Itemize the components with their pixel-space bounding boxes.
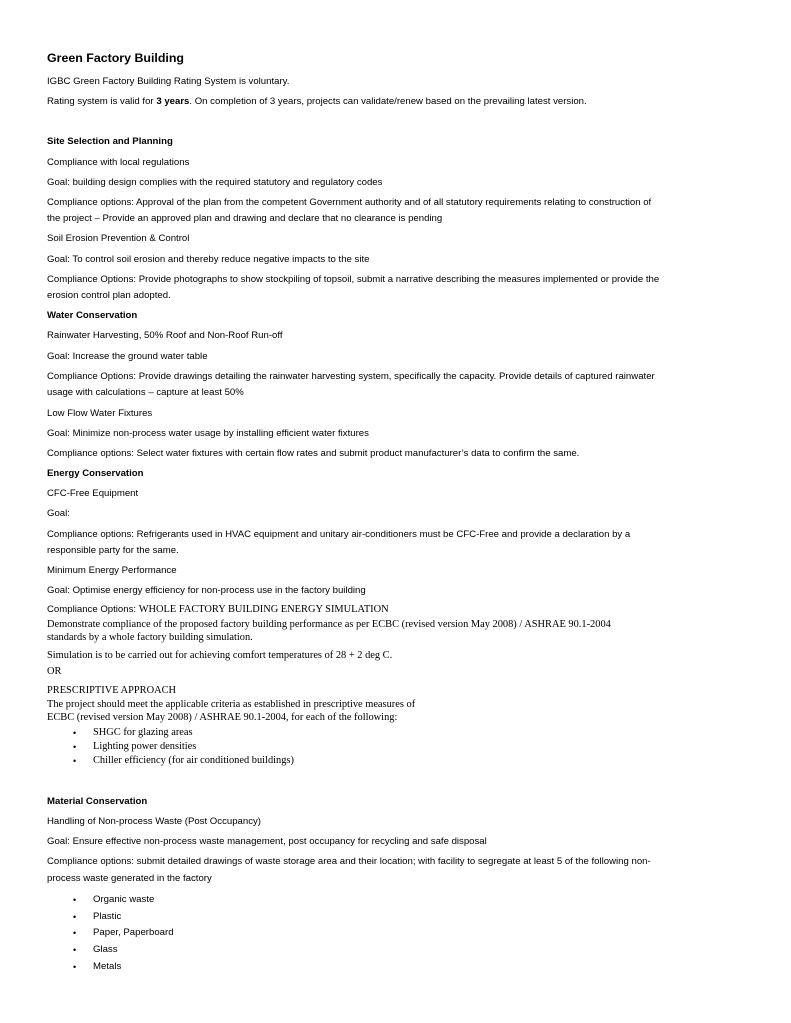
material-goal-1: Goal: Ensure effective non-process waste management, post occupancy for recycling and safe disposal: [47, 836, 487, 847]
energy-option-2: Compliance Options: WHOLE FACTORY BUILDING ENERGY SIMULATION: [47, 604, 389, 615]
site-option-1b: the project – Provide an approved plan and drawing and declare that no clearance is pending: [47, 213, 443, 224]
energy-credit-2: Minimum Energy Performance: [47, 565, 177, 576]
water-goal-2: Goal: Minimize non-process water usage by installing efficient water fixtures: [47, 428, 369, 439]
site-goal-2: Goal: To control soil erosion and thereby reduce negative impacts to the site: [47, 254, 370, 265]
energy-credit-1: CFC-Free Equipment: [47, 488, 139, 499]
list-item: Glass: [93, 944, 118, 955]
water-option-1a: Compliance Options: Provide drawings detailing the rainwater harvesting system, specifically the capacity. Provide details of captured rainwater: [47, 371, 655, 382]
bullet-icon: •: [73, 742, 77, 752]
water-credit-1: Rainwater Harvesting, 50% Roof and Non-Roof Run-off: [47, 330, 283, 341]
bullet-icon: •: [73, 895, 77, 905]
bullet-icon: •: [73, 728, 77, 738]
list-item: Lighting power densities: [93, 741, 197, 752]
site-option-2a: Compliance Options: Provide photographs to show stockpiling of topsoil, submit a narrative describing the measures implemented or provide the: [47, 274, 660, 285]
material-credit-1: Handling of Non-process Waste (Post Occupancy): [47, 816, 261, 827]
material-option-1a: Compliance options: submit detailed drawings of waste storage area and their location; with facility to segregate at least 5 of the following non-: [47, 856, 651, 867]
material-heading: Material Conservation: [47, 796, 148, 807]
bullet-icon: •: [73, 756, 77, 766]
prescriptive-line-2: ECBC (revised version May 2008) / ASHRAE 90.1-2004, for each of the following:: [47, 712, 398, 723]
or-label: OR: [47, 666, 62, 677]
simulation-line-2: standards by a whole factory building simulation.: [47, 632, 253, 643]
bullet-icon: •: [73, 945, 77, 955]
water-option-2: Compliance options: Select water fixtures with certain flow rates and submit product manufacturer’s data to confirm the same.: [47, 448, 580, 459]
water-credit-2: Low Flow Water Fixtures: [47, 408, 153, 419]
intro-line-1: IGBC Green Factory Building Rating System is voluntary.: [47, 76, 290, 87]
intro-line-2: Rating system is valid for 3 years. On completion of 3 years, projects can validate/renew based on the prevailing latest version.: [47, 96, 587, 107]
site-credit-2: Soil Erosion Prevention & Control: [47, 233, 190, 244]
site-heading: Site Selection and Planning: [47, 136, 173, 147]
energy-heading: Energy Conservation: [47, 468, 144, 479]
bullet-icon: •: [73, 912, 77, 922]
simulation-line-3: Simulation is to be carried out for achieving comfort temperatures of 28 + 2 deg C.: [47, 650, 393, 661]
list-item: Organic waste: [93, 894, 155, 905]
bullet-icon: •: [73, 962, 77, 972]
list-item: SHGC for glazing areas: [93, 727, 193, 738]
bullet-icon: •: [73, 928, 77, 938]
energy-goal-2: Goal: Optimise energy efficiency for non-process use in the factory building: [47, 585, 366, 596]
energy-option-1b: responsible party for the same.: [47, 545, 179, 556]
prescriptive-line-1: The project should meet the applicable criteria as established in prescriptive measures of: [47, 699, 416, 710]
prescriptive-heading: PRESCRIPTIVE APPROACH: [47, 685, 177, 696]
energy-goal-1: Goal:: [47, 508, 70, 519]
list-item: Paper, Paperboard: [93, 927, 174, 938]
site-credit-1: Compliance with local regulations: [47, 157, 190, 168]
list-item: Metals: [93, 961, 122, 972]
water-option-1b: usage with calculations – capture at least 50%: [47, 387, 244, 398]
water-heading: Water Conservation: [47, 310, 138, 321]
water-goal-1: Goal: Increase the ground water table: [47, 351, 208, 362]
site-option-2b: erosion control plan adopted.: [47, 290, 171, 301]
page-title: Green Factory Building: [47, 51, 185, 65]
energy-option-1a: Compliance options: Refrigerants used in HVAC equipment and unitary air-conditioners must be CFC-Free and provide a declaration by a: [47, 529, 631, 540]
simulation-line-1: Demonstrate compliance of the proposed factory building performance as per ECBC (revised version May 2008) / ASHRAE 90.1-2004: [47, 619, 611, 630]
list-item: Plastic: [93, 911, 122, 922]
material-option-1b: process waste generated in the factory: [47, 873, 212, 884]
site-option-1a: Compliance options: Approval of the plan from the competent Government authority and of all statutory requirements relating to construction of: [47, 197, 652, 208]
site-goal-1: Goal: building design complies with the required statutory and regulatory codes: [47, 177, 383, 188]
list-item: Chiller efficiency (for air conditioned buildings): [93, 755, 294, 766]
